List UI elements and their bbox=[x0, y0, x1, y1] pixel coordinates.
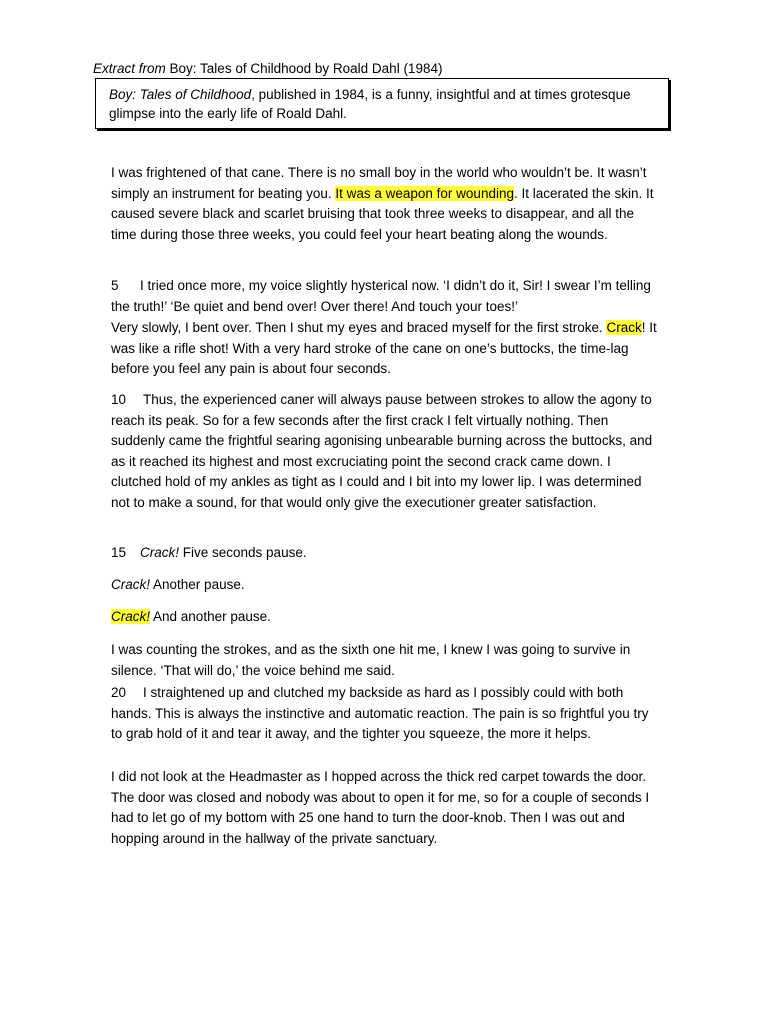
p1-text-a: I was frightened of that cane. There is no small boy in the world who wouldn’t be. It wasn’t simply an instrument for beating you. bbox=[111, 165, 647, 201]
p6-text: Another pause. bbox=[150, 577, 245, 592]
intro-title: Boy: Tales of Childhood bbox=[109, 87, 252, 102]
line-number-10: 10 bbox=[111, 392, 127, 407]
paragraph-3 bbox=[111, 318, 659, 380]
line-number-15: 15 bbox=[111, 545, 127, 560]
p8-text: I was counting the strokes, and as the sixth one hit me, I knew I was going to survive in silence. ‘That will do,’ the voice behind me said. bbox=[111, 642, 631, 678]
line-number-20: 20 bbox=[111, 685, 127, 700]
extract-heading bbox=[93, 61, 442, 77]
paragraph-10 bbox=[111, 767, 659, 849]
p9-text: I straightened up and clutched my backside as hard as I possibly could with both hands. This is always the instinctive and automatic reaction. The pain is so frightful you try to grab hold of it and tear it away, and the tighter you squeeze, the more it helps. bbox=[111, 685, 649, 741]
heading-title: Boy: Tales of Childhood bbox=[169, 61, 312, 76]
paragraph-1 bbox=[111, 163, 659, 245]
p5-text: Five seconds pause. bbox=[179, 545, 307, 560]
paragraph-5 bbox=[111, 543, 659, 564]
p2-text: I tried once more, my voice slightly hysterical now. ‘I didn’t do it, Sir! I swear I’m telling the truth!’ ‘Be quiet and bend over! Over there! And touch your toes!’ bbox=[111, 278, 651, 314]
paragraph-8 bbox=[111, 640, 659, 681]
paragraph-9 bbox=[111, 683, 659, 745]
intro-text: , published in 1984, is a funny, insightful and at times grotesque glimpse into the early life of Roald Dahl. bbox=[109, 87, 631, 121]
highlight-crack-3: Crack! bbox=[111, 609, 151, 624]
highlight-weapon: It was a weapon for wounding bbox=[335, 185, 514, 201]
heading-prefix: Extract from bbox=[93, 61, 166, 76]
p4-text: Thus, the experienced caner will always pause between strokes to allow the agony to reach its peak. So for a few seconds after the first crack I felt virtually nothing. Then suddenly came the frightful searing agonising unbearable burning across the buttocks, and as it reached its highest and most excruciating point the second crack came down. I clutched hold of my ankles as tight as I could and I bit into my lower lip. I was determined not to make a sound, for that would only give the executioner greater satisfaction. bbox=[111, 392, 653, 510]
crack-1: Crack! bbox=[140, 545, 180, 560]
paragraph-7 bbox=[111, 607, 659, 628]
p3-text-a: Very slowly, I bent over. Then I shut my eyes and braced myself for the first stroke. bbox=[111, 320, 607, 335]
intro-box bbox=[95, 78, 669, 129]
p1-text-b: . It lacerated the skin. It caused severe black and scarlet bruising that took three weeks to disappear, and all the time during those three weeks, you could feel your heart beating along the wounds. bbox=[111, 185, 654, 242]
p3-text-b: ! It was like a rifle shot! With a very hard stroke of the cane on one’s buttocks, the time-lag before you feel any pain is about four seconds. bbox=[111, 320, 657, 376]
p10-text: I did not look at the Headmaster as I hopped across the thick red carpet towards the door. The door was closed and nobody was about to open it for me, so for a couple of seconds I had to let go of my bottom with 25 one hand to turn the door-knob. Then I was out and hopping around in the hallway of the private sanctuary. bbox=[111, 769, 650, 846]
paragraph-6 bbox=[111, 575, 659, 596]
heading-byline: by Roald Dahl (1984) bbox=[314, 61, 443, 76]
paragraph-2 bbox=[111, 276, 659, 317]
line-number-5: 5 bbox=[111, 278, 119, 293]
crack-2: Crack! bbox=[111, 577, 151, 592]
paragraph-4 bbox=[111, 390, 659, 513]
p7-text: And another pause. bbox=[150, 609, 271, 624]
highlight-crack-1: Crack bbox=[606, 320, 642, 335]
